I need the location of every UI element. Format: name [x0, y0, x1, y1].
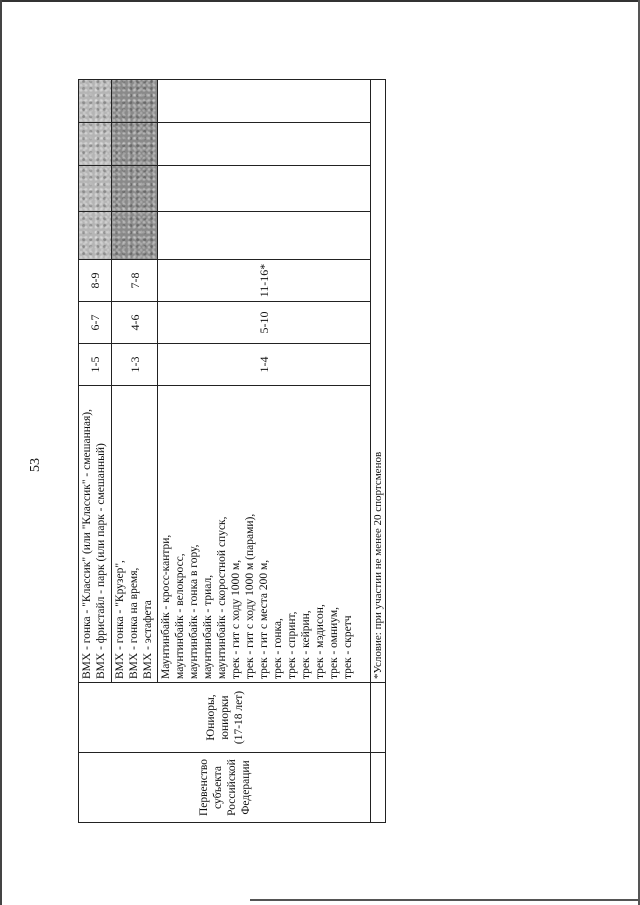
discipline-line: Маунтинбайк - кросс-кантри, [160, 534, 172, 679]
results-table [78, 79, 386, 823]
age-group-cell: Юниоры, юниорки (17-18 лет) [79, 683, 371, 753]
discipline-line: трек - скретч [342, 615, 354, 679]
discipline-line: маунтинбайк - триал, [202, 574, 214, 679]
empty-cell [371, 683, 386, 753]
discipline-line: ВМХ - фристайл - парк (или парк - смешанный) [95, 443, 107, 679]
place-cell: 1-3 [112, 344, 158, 386]
page-border-top [0, 0, 640, 2]
shaded-cell [112, 166, 158, 212]
shaded-cell [79, 80, 112, 123]
page-border-bottom [250, 899, 640, 901]
shaded-cell [112, 123, 158, 166]
discipline-line: маунтинбайк - велокросс, [174, 553, 186, 679]
page-border-left [0, 0, 2, 905]
empty-cell [371, 753, 386, 823]
place-cell: 5-10 [158, 302, 371, 344]
place-cell: 6-7 [79, 302, 112, 344]
discipline-line: трек - гонка, [272, 618, 284, 679]
empty-cell [158, 166, 371, 212]
discipline-line: ВМХ - гонка - "Классик" (или "Классик" - смешанная), [81, 409, 93, 679]
discipline-line: трек - кейрин, [300, 610, 312, 679]
table-row [79, 80, 112, 823]
shaded-cell [112, 80, 158, 123]
discipline-cell-bmx-classic [79, 386, 112, 683]
empty-cell [158, 123, 371, 166]
place-cell: 4-6 [112, 302, 158, 344]
discipline-line: ВМХ - гонка - "Крузер", [114, 560, 126, 679]
discipline-line: трек - гит с ходу 1000 м (парами), [244, 513, 256, 679]
discipline-line: ВМХ - гонка на время, [128, 567, 140, 679]
shaded-cell [79, 212, 112, 260]
shaded-cell [79, 166, 112, 212]
place-cell: 1-4 [158, 344, 371, 386]
empty-cell [158, 80, 371, 123]
empty-cell [158, 212, 371, 260]
place-cell: 11-16* [158, 260, 371, 302]
page-number: 53 [28, 458, 43, 472]
discipline-line: маунтинбайк - гонка в гору, [188, 544, 200, 679]
rotated-table-container [78, 80, 384, 823]
place-cell: 8-9 [79, 260, 112, 302]
place-cell: 1-5 [79, 344, 112, 386]
footnote-cell: *Условие: при участии не менее 20 спортсменов [371, 80, 386, 683]
shaded-cell [79, 123, 112, 166]
discipline-line: ВМХ - эстафета [142, 600, 154, 679]
discipline-line: трек - гит с ходу 1000 м, [230, 559, 242, 679]
table-row [371, 80, 386, 823]
discipline-line: трек - мэдисон, [314, 604, 326, 679]
discipline-line: трек - омниум, [328, 606, 340, 679]
discipline-cell-bmx-cruiser [112, 386, 158, 683]
discipline-line: маунтинбайк - скоростной спуск, [216, 516, 228, 679]
discipline-line: трек - спринт, [286, 611, 298, 679]
discipline-line: трек - гит с места 200 м, [258, 559, 270, 679]
place-cell: 7-8 [112, 260, 158, 302]
event-name-cell: Первенство субъекта Российской Федерации [79, 753, 371, 823]
shaded-cell [112, 212, 158, 260]
discipline-cell-mtb-track [158, 386, 371, 683]
